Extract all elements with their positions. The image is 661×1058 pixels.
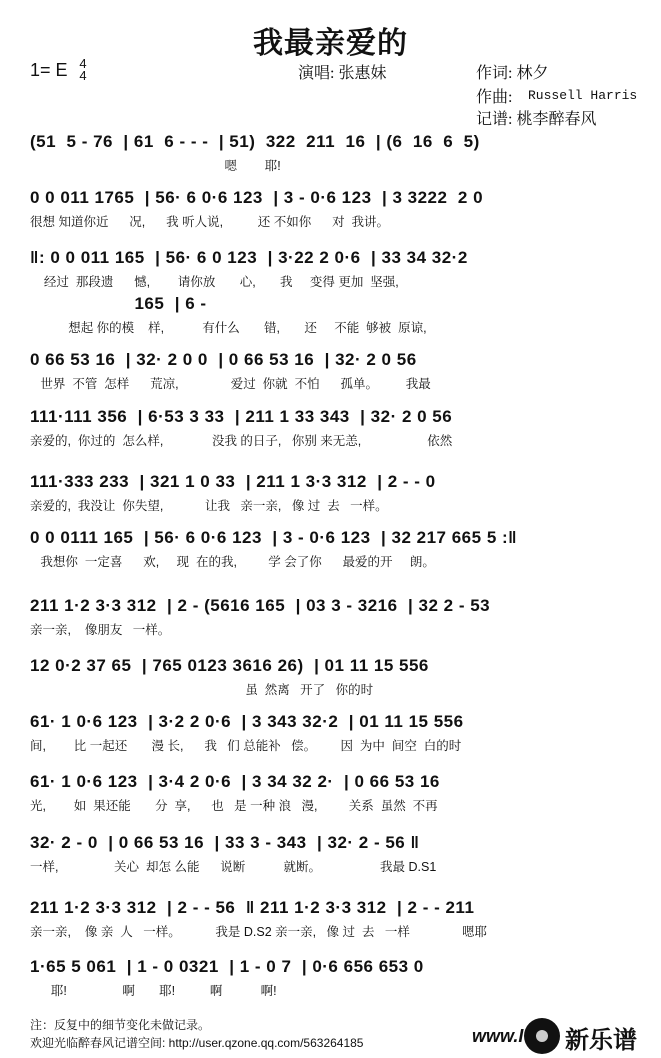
footer-welcome: 欢迎光临醉春风记谱空间: http://user.qzone.qq.com/563264185 [30,1036,364,1050]
song-title: 我最亲爱的 [253,27,408,60]
lyric-line: 亲爱的, 我没让 你失望, 让我 亲一亲, 像 过 去 一样。 [30,499,388,513]
score-row [0,132,661,172]
lyric-line: 亲爱的, 你过的 怎么样, 没我 的日子, 你别 来无恙, 依然 [30,434,453,448]
score-row [0,350,661,390]
footer-note: 注：反复中的细节变化未做记录。 [30,1018,211,1032]
brand-name: 新乐谱 [565,1027,637,1054]
composer-label: 作曲: [476,89,513,106]
lyric-line: 想起 你的模 样, 有什么 错, 还 不能 够被 原谅, [30,321,427,335]
score-row [0,294,661,334]
score-row [0,472,661,512]
meter-top: 4 [79,56,87,71]
lyric-line: 亲一亲, 像 亲 人 一样。 我是 D.S2 亲一亲, 像 过 去 一样 嗯耶 [30,925,487,939]
score-row [0,407,661,447]
lyric-line: 耶! 啊 耶! 啊 啊! [30,984,277,998]
lyric-line: 一样, 关心 却怎 么能 说断 就断。 我最 D.S1 [30,860,437,874]
key-signature: 1= E [30,60,68,80]
score-row [0,898,661,938]
notation-line: ‖: 0 0 011 165 | 56· 6 0 123 | 3·22 2 0·6 | 33 34 32·2 [30,248,468,267]
lyric-line: 很想 知道你近 况, 我 听人说, 还 不如你 对 我讲。 [30,215,390,229]
score-row [0,833,661,873]
score-row [0,596,661,636]
logo-icon [524,1018,560,1054]
score-row [0,772,661,812]
composer-name: Russell Harris [528,88,638,103]
score-row [0,957,661,997]
footer-www: www.I [472,1026,524,1046]
lyric-line: 亲一亲, 像朋友 一样。 [30,623,171,637]
score-row [0,712,661,752]
notation-line: 61· 1 0·6 123 | 3·4 2 0·6 | 3 34 32 2· | 0 66 53 16 [30,772,440,791]
notation-line: 111·111 356 | 6·53 3 33 | 211 1 33 343 | 32· 2 0 56 [30,407,453,426]
notation-line: (51 5 - 76 | 61 6 - - - | 51) 322 211 16 | (6 16 6 5) [30,132,480,151]
notation-line: 165 | 6 - [30,294,207,313]
score-row [0,528,661,568]
notation-line: 211 1·2 3·3 312 | 2 - - 56 ‖ 211 1·2 3·3 312 | 2 - - 211 [30,898,475,917]
lyric-line: 虽 然离 开了 你的时 [30,683,374,697]
notation-line: 211 1·2 3·3 312 | 2 - (5616 165 | 03 3 - 3216 | 32 2 - 53 [30,596,491,615]
lyricist-credit: 作词: 林夕 [476,65,549,82]
score-row [0,188,661,228]
lyric-line: 光, 如 果还能 分 享, 也 是 一种 浪 漫, 关系 虽然 不再 [30,799,438,813]
meter-bottom: 4 [79,68,87,83]
lyric-line: 我想你 一定喜 欢, 现 在的我, 学 会了你 最爱的开 朗。 [30,555,435,569]
notation-line: 1·65 5 061 | 1 - 0 0321 | 1 - 0 7 | 0·6 656 653 0 [30,957,424,976]
notation-line: 61· 1 0·6 123 | 3·2 2 0·6 | 3 343 32·2 | 01 11 15 556 [30,712,464,731]
time-signature [76,58,90,82]
score-row [0,656,661,696]
lyric-line: 间, 比 一起还 漫 长, 我 们 总能补 偿。 因 为中 间空 白的时 [30,739,462,753]
notation-line: 12 0·2 37 65 | 765 0123 3616 26) | 01 11 15 556 [30,656,429,675]
score-row [0,248,661,288]
lyric-line: 世界 不管 怎样 荒凉, 爱过 你就 不怕 孤单。 我最 [30,377,431,391]
notation-line: 32· 2 - 0 | 0 66 53 16 | 33 3 - 343 | 32· 2 - 56 ‖ [30,833,420,852]
transcriber-credit: 记谱: 桃李醉春风 [476,111,597,128]
lyric-line: 嗯 耶! [30,159,281,173]
notation-line: 111·333 233 | 321 1 0 33 | 211 1 3·3 312 | 2 - - 0 [30,472,436,491]
notation-line: 0 66 53 16 | 32· 2 0 0 | 0 66 53 16 | 32· 2 0 56 [30,350,417,369]
notation-line: 0 0 011 1765 | 56· 6 0·6 123 | 3 - 0·6 123 | 3 3222 2 0 [30,188,484,207]
singer-credit: 演唱: 张惠妹 [298,65,387,82]
notation-line: 0 0 0111 165 | 56· 6 0·6 123 | 3 - 0·6 123 | 32 217 665 5 :‖ [30,528,518,547]
lyric-line: 经过 那段遗 憾, 请你放 心, 我 变得 更加 坚强, [30,275,399,289]
